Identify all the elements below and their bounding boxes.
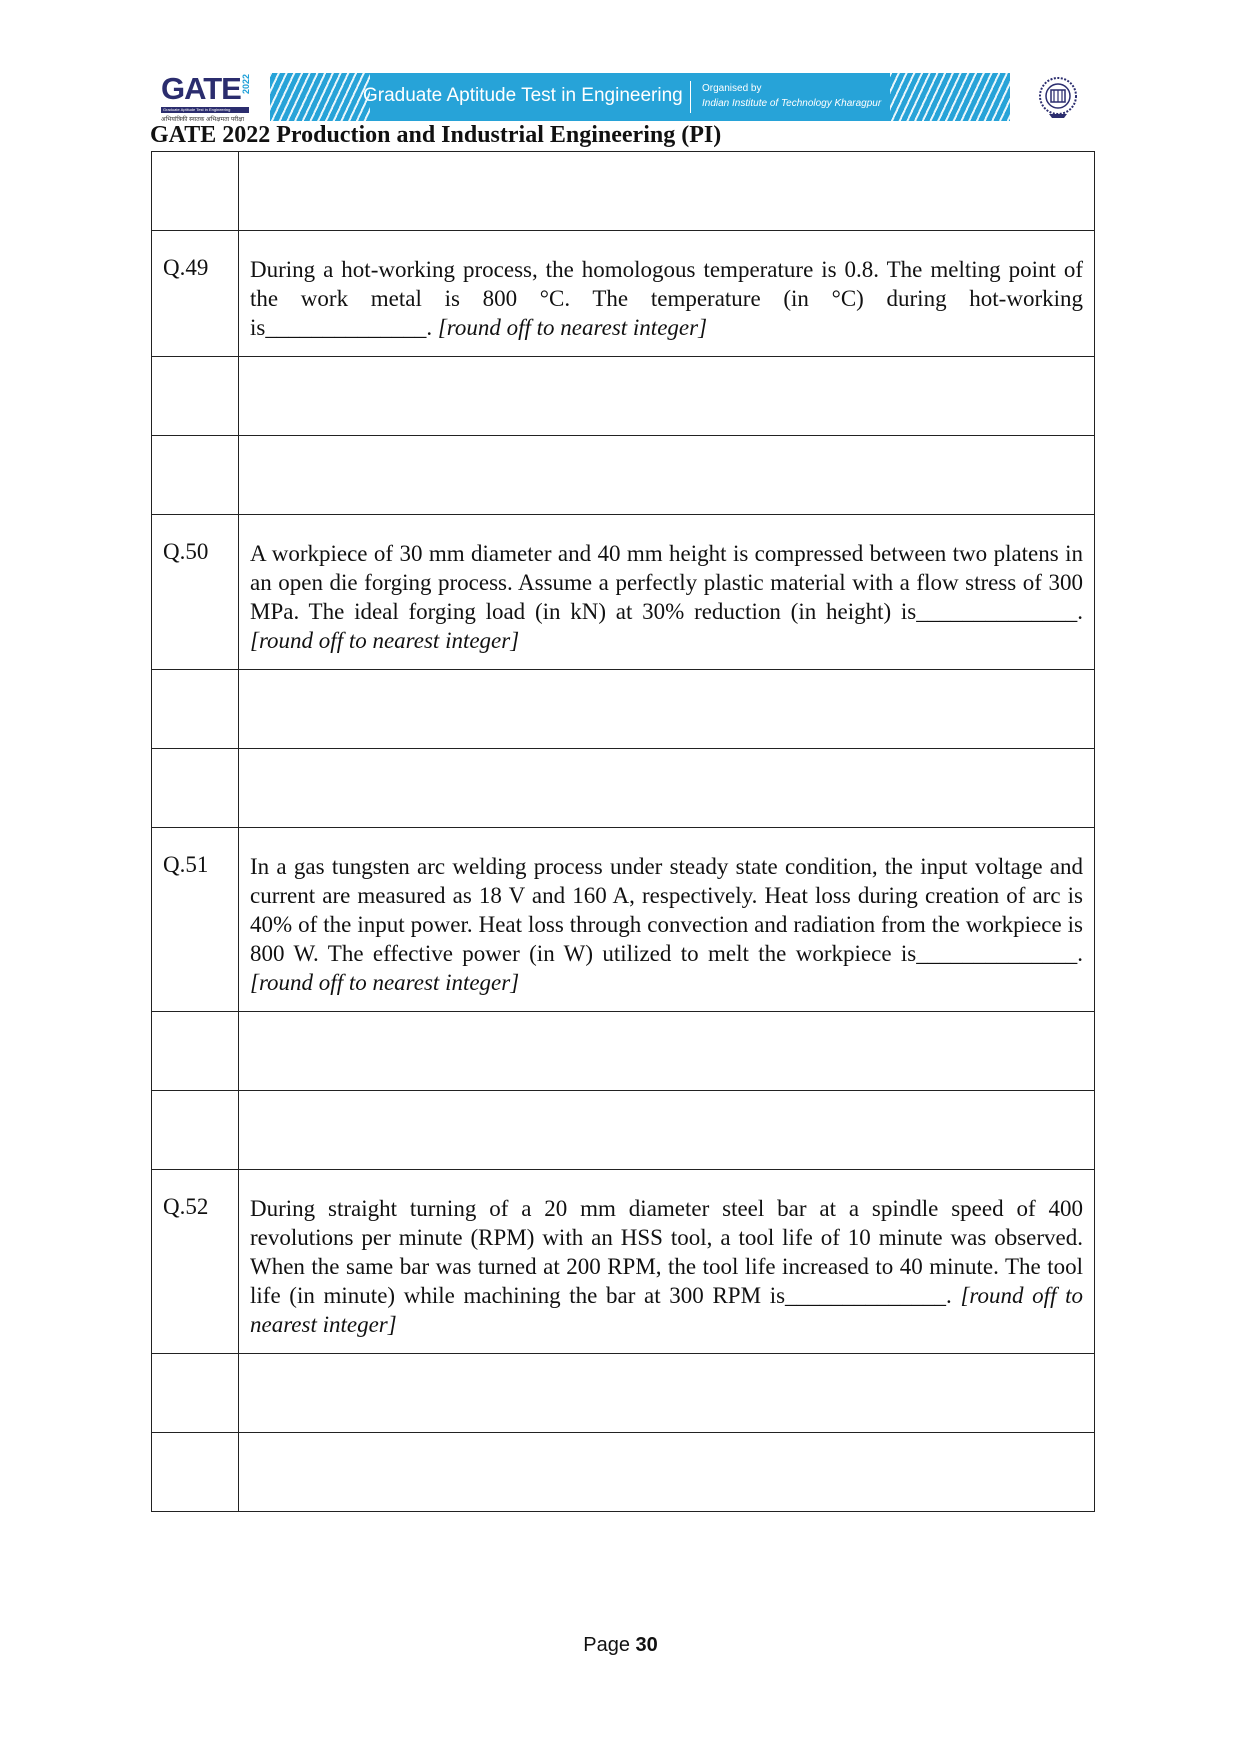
document-title: GATE 2022 Production and Industrial Engineering (PI) <box>150 122 722 148</box>
question-row-q52 <box>152 1170 1095 1354</box>
question-text-cell <box>239 828 1095 1012</box>
gate-logo <box>161 72 253 122</box>
question-row-q50 <box>152 515 1095 670</box>
page-footer <box>0 1634 1241 1657</box>
banner-stripes-right <box>890 73 1010 121</box>
answer-blank: is______________. <box>900 941 1083 966</box>
header-banner <box>270 73 1010 121</box>
answer-instruction: [round off to nearest integer] <box>437 315 708 340</box>
question-text: During a hot-working process, the homologous temperature is 0.8. The melting point of the work metal is 800 °C. The temperature (in °C) during hot-working <box>250 257 1083 311</box>
question-number: Q.50 <box>152 515 239 670</box>
logo-subtitle: Graduate Aptitude Test in Engineering <box>163 107 231 112</box>
logo-year: 2022 <box>241 74 251 95</box>
logo-hindi: अभियांत्रिकी स्नातक अभिक्षमता परीक्षा <box>161 117 245 123</box>
organiser-name: Indian Institute of Technology Kharagpur <box>702 98 882 109</box>
question-number: Q.49 <box>152 231 239 357</box>
logo-text: GATE <box>161 71 241 106</box>
question-text-cell <box>239 231 1095 357</box>
blank-row <box>152 1433 1095 1512</box>
iit-emblem-icon <box>1037 76 1079 120</box>
answer-blank: is______________. <box>900 599 1083 624</box>
logo-subtitle-bar <box>161 107 249 113</box>
blank-row <box>152 1091 1095 1170</box>
banner-divider <box>690 81 691 113</box>
answer-instruction: [round off to nearest integer] <box>250 970 520 995</box>
questions-table <box>151 151 1095 1512</box>
blank-row <box>152 670 1095 749</box>
page-label: Page <box>583 1634 630 1656</box>
question-text: A workpiece of 30 mm diameter and 40 mm height is compressed between two platens in an open die forging process. Assume a perfectly plastic material with a flow stress of 300 MPa. The ideal forging load (in kN) at 30% reduction (in height) <box>250 541 1083 624</box>
answer-blank: is______________. <box>250 315 433 340</box>
question-number: Q.52 <box>152 1170 239 1354</box>
answer-blank: is______________. <box>769 1283 952 1308</box>
banner-title: Graduate Aptitude Test in Engineering <box>363 85 683 106</box>
blank-row <box>152 152 1095 231</box>
answer-instruction: [round off to nearest integer] <box>250 1283 1084 1337</box>
question-text: In a gas tungsten arc welding process under steady state condition, the input voltage and current are measured as 18 V and 160 A, respectively. Heat loss during creation of arc is 40% of the input power. Heat loss through convection and radiation from the workpiece is 800 W. The effective power (in W) utilized to melt the workpiece <box>250 854 1083 966</box>
blank-row <box>152 749 1095 828</box>
banner-stripes-left <box>270 73 370 121</box>
answer-instruction: [round off to nearest integer] <box>250 628 520 653</box>
question-row-q49 <box>152 231 1095 357</box>
question-row-q51 <box>152 828 1095 1012</box>
organised-by-label: Organised by <box>702 83 762 94</box>
blank-row <box>152 1012 1095 1091</box>
question-text-cell <box>239 1170 1095 1354</box>
page-number: 30 <box>635 1634 658 1656</box>
question-text: During straight turning of a 20 mm diameter steel bar at a spindle speed of 400 revolutions per minute (RPM) with an HSS tool, a tool life of 10 minute was observed. When the same bar was turned at 200 RPM, the tool life increased to 40 minute. The tool life (in minute) while machining the bar at 300 RPM <box>250 1196 1083 1308</box>
question-number: Q.51 <box>152 828 239 1012</box>
blank-row <box>152 1354 1095 1433</box>
blank-row <box>152 357 1095 436</box>
question-text-cell <box>239 515 1095 670</box>
blank-row <box>152 436 1095 515</box>
